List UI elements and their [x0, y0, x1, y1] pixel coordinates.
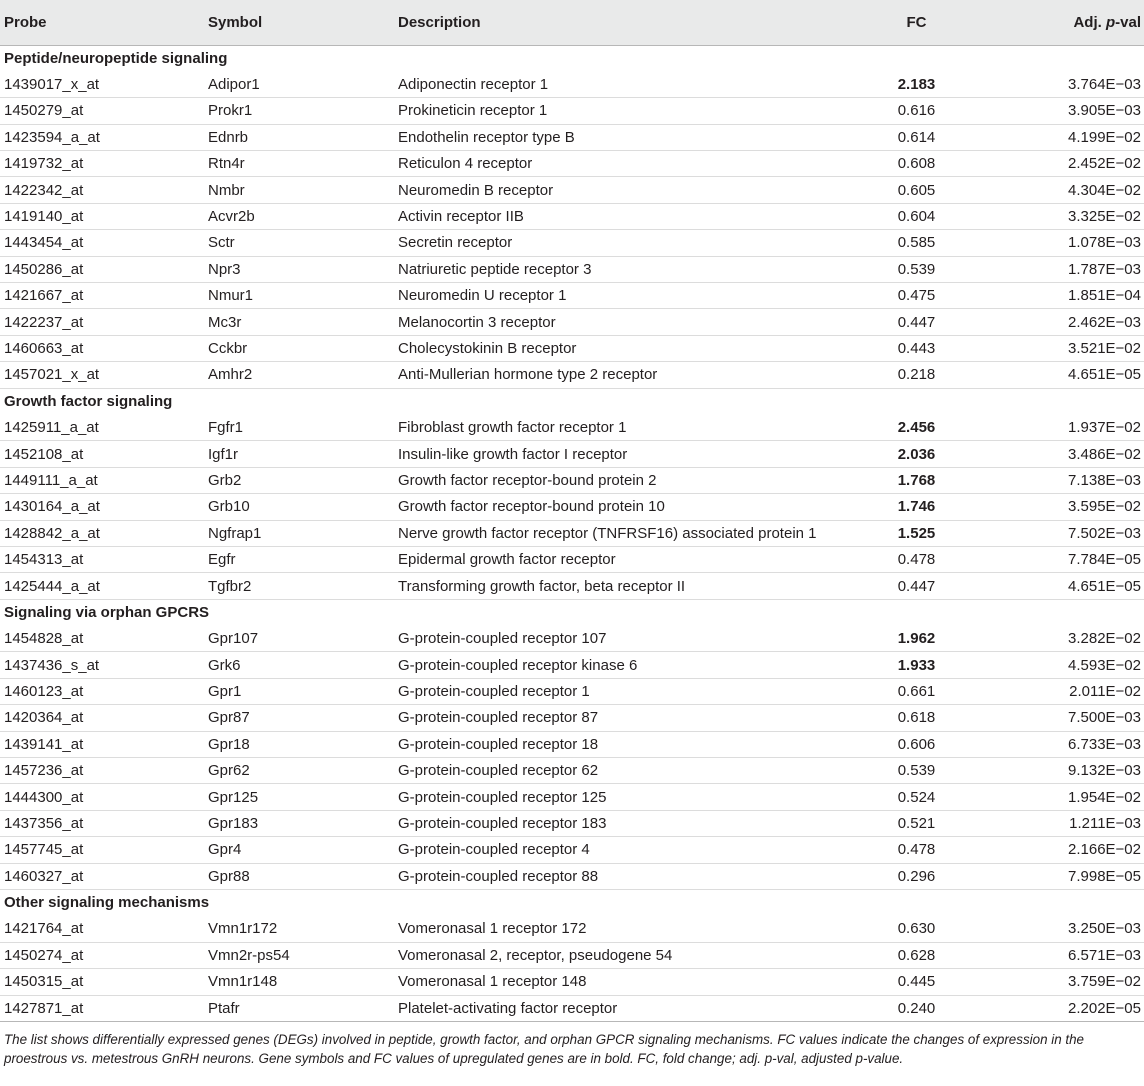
cell-description: G-protein-coupled receptor 62 [394, 758, 874, 784]
cell-pval: 2.011E−02 [1019, 678, 1144, 704]
cell-pval: 3.905E−03 [1019, 98, 1144, 124]
section-header-row [0, 45, 1144, 71]
table-row [0, 151, 1144, 177]
cell-symbol: Gpr87 [204, 705, 394, 731]
cell-fc: 0.618 [874, 705, 1019, 731]
cell-fc: 0.240 [874, 995, 1019, 1021]
table-footnote: The list shows differentially expressed genes (DEGs) involved in peptide, growth factor, and orphan GPCR signaling mechanisms. FC values indicate the changes of expression in the proestrous vs. metestrous GnRH neurons. Gene symbols and FC values of upregulated genes are in bold. FC, fold change; adj. p-val, adjusted p-value. [4, 1031, 1084, 1066]
table-row [0, 124, 1144, 150]
cell-description: Transforming growth factor, beta receptor II [394, 573, 874, 599]
cell-pval: 2.452E−02 [1019, 151, 1144, 177]
cell-fc: 0.604 [874, 203, 1019, 229]
cell-description: Melanocortin 3 receptor [394, 309, 874, 335]
cell-pval: 4.304E−02 [1019, 177, 1144, 203]
cell-symbol: Gpr4 [204, 837, 394, 863]
cell-fc: 2.036 [874, 441, 1019, 467]
cell-probe: 1450315_at [0, 969, 204, 995]
cell-pval: 9.132E−03 [1019, 758, 1144, 784]
cell-pval: 4.651E−05 [1019, 362, 1144, 388]
cell-pval: 7.500E−03 [1019, 705, 1144, 731]
cell-symbol: Gpr107 [204, 626, 394, 652]
cell-symbol: Rtn4r [204, 151, 394, 177]
cell-probe: 1457236_at [0, 758, 204, 784]
cell-probe: 1427871_at [0, 995, 204, 1021]
table-row [0, 203, 1144, 229]
cell-symbol: Adipor1 [204, 71, 394, 97]
cell-probe: 1439141_at [0, 731, 204, 757]
cell-description: Activin receptor IIB [394, 203, 874, 229]
cell-description: Vomeronasal 1 receptor 148 [394, 969, 874, 995]
cell-fc: 0.218 [874, 362, 1019, 388]
cell-symbol: Cckbr [204, 335, 394, 361]
table-row [0, 837, 1144, 863]
table-row [0, 546, 1144, 572]
table-row [0, 98, 1144, 124]
cell-description: Natriuretic peptide receptor 3 [394, 256, 874, 282]
cell-probe: 1420364_at [0, 705, 204, 731]
cell-description: Prokineticin receptor 1 [394, 98, 874, 124]
cell-pval: 3.759E−02 [1019, 969, 1144, 995]
cell-fc: 0.608 [874, 151, 1019, 177]
cell-fc: 0.630 [874, 916, 1019, 942]
table-row [0, 731, 1144, 757]
cell-description: G-protein-coupled receptor 107 [394, 626, 874, 652]
table-row [0, 863, 1144, 889]
cell-fc: 0.521 [874, 810, 1019, 836]
cell-symbol: Mc3r [204, 309, 394, 335]
cell-fc: 0.475 [874, 283, 1019, 309]
cell-pval: 2.462E−03 [1019, 309, 1144, 335]
cell-fc: 0.616 [874, 98, 1019, 124]
cell-pval: 3.595E−02 [1019, 494, 1144, 520]
table-row [0, 494, 1144, 520]
cell-probe: 1452108_at [0, 441, 204, 467]
cell-pval: 3.521E−02 [1019, 335, 1144, 361]
section-header-row [0, 890, 1144, 916]
cell-description: Vomeronasal 1 receptor 172 [394, 916, 874, 942]
cell-symbol: Prokr1 [204, 98, 394, 124]
cell-fc: 1.746 [874, 494, 1019, 520]
cell-pval: 1.078E−03 [1019, 230, 1144, 256]
cell-fc: 0.296 [874, 863, 1019, 889]
cell-fc: 0.539 [874, 256, 1019, 282]
cell-probe: 1428842_a_at [0, 520, 204, 546]
cell-fc: 0.447 [874, 309, 1019, 335]
cell-symbol: Gpr88 [204, 863, 394, 889]
cell-pval: 6.733E−03 [1019, 731, 1144, 757]
cell-description: Neuromedin B receptor [394, 177, 874, 203]
table-row [0, 309, 1144, 335]
cell-probe: 1419140_at [0, 203, 204, 229]
cell-description: Secretin receptor [394, 230, 874, 256]
cell-probe: 1439017_x_at [0, 71, 204, 97]
cell-pval: 7.138E−03 [1019, 467, 1144, 493]
cell-description: G-protein-coupled receptor 4 [394, 837, 874, 863]
cell-symbol: Grk6 [204, 652, 394, 678]
column-header-symbol: Symbol [204, 0, 394, 45]
cell-probe: 1423594_a_at [0, 124, 204, 150]
table-row [0, 441, 1144, 467]
cell-symbol: Sctr [204, 230, 394, 256]
cell-description: Endothelin receptor type B [394, 124, 874, 150]
cell-pval: 4.199E−02 [1019, 124, 1144, 150]
cell-description: Anti-Mullerian hormone type 2 receptor [394, 362, 874, 388]
cell-pval: 7.502E−03 [1019, 520, 1144, 546]
cell-description: G-protein-coupled receptor 183 [394, 810, 874, 836]
cell-symbol: Amhr2 [204, 362, 394, 388]
cell-description: Growth factor receptor-bound protein 10 [394, 494, 874, 520]
cell-fc: 2.183 [874, 71, 1019, 97]
cell-symbol: Gpr183 [204, 810, 394, 836]
cell-description: G-protein-coupled receptor 87 [394, 705, 874, 731]
table-row [0, 573, 1144, 599]
cell-probe: 1419732_at [0, 151, 204, 177]
section-title: Other signaling mechanisms [4, 894, 210, 912]
table-row [0, 810, 1144, 836]
cell-pval: 3.250E−03 [1019, 916, 1144, 942]
cell-fc: 0.661 [874, 678, 1019, 704]
cell-fc: 0.478 [874, 837, 1019, 863]
table-row [0, 705, 1144, 731]
cell-symbol: Egfr [204, 546, 394, 572]
cell-symbol: Igf1r [204, 441, 394, 467]
cell-description: Growth factor receptor-bound protein 2 [394, 467, 874, 493]
table-row [0, 626, 1144, 652]
cell-pval: 2.166E−02 [1019, 837, 1144, 863]
cell-description: Epidermal growth factor receptor [394, 546, 874, 572]
cell-symbol: Nmbr [204, 177, 394, 203]
cell-symbol: Tgfbr2 [204, 573, 394, 599]
cell-probe: 1422342_at [0, 177, 204, 203]
cell-symbol: Gpr62 [204, 758, 394, 784]
cell-symbol: Gpr125 [204, 784, 394, 810]
table-row [0, 414, 1144, 440]
cell-pval: 1.954E−02 [1019, 784, 1144, 810]
pval-header-suffix: -val [1115, 14, 1141, 31]
cell-probe: 1454313_at [0, 546, 204, 572]
cell-fc: 1.962 [874, 626, 1019, 652]
cell-pval: 3.486E−02 [1019, 441, 1144, 467]
table-row [0, 283, 1144, 309]
table-row [0, 362, 1144, 388]
cell-fc: 0.447 [874, 573, 1019, 599]
cell-probe: 1457021_x_at [0, 362, 204, 388]
cell-probe: 1449111_a_at [0, 467, 204, 493]
cell-fc: 0.605 [874, 177, 1019, 203]
cell-description: Nerve growth factor receptor (TNFRSF16) associated protein 1 [394, 520, 874, 546]
cell-probe: 1425444_a_at [0, 573, 204, 599]
cell-description: G-protein-coupled receptor 88 [394, 863, 874, 889]
cell-symbol: Vmn1r148 [204, 969, 394, 995]
cell-fc: 0.445 [874, 969, 1019, 995]
cell-description: Vomeronasal 2, receptor, pseudogene 54 [394, 942, 874, 968]
cell-fc: 0.628 [874, 942, 1019, 968]
cell-probe: 1421764_at [0, 916, 204, 942]
cell-description: G-protein-coupled receptor 125 [394, 784, 874, 810]
cell-fc: 0.606 [874, 731, 1019, 757]
cell-fc: 1.525 [874, 520, 1019, 546]
cell-description: Fibroblast growth factor receptor 1 [394, 414, 874, 440]
section-title: Peptide/neuropeptide signaling [4, 49, 228, 67]
cell-symbol: Gpr1 [204, 678, 394, 704]
pval-header-italic: p [1105, 14, 1116, 31]
cell-pval: 3.325E−02 [1019, 203, 1144, 229]
table-row [0, 678, 1144, 704]
section-title: Growth factor signaling [4, 393, 173, 411]
table-row [0, 520, 1144, 546]
cell-symbol: Ngfrap1 [204, 520, 394, 546]
cell-symbol: Nmur1 [204, 283, 394, 309]
cell-description: Adiponectin receptor 1 [394, 71, 874, 97]
cell-pval: 2.202E−05 [1019, 995, 1144, 1021]
section-header-row [0, 599, 1144, 625]
table-row [0, 177, 1144, 203]
cell-symbol: Ednrb [204, 124, 394, 150]
cell-fc: 0.524 [874, 784, 1019, 810]
column-header-pval [1019, 0, 1144, 45]
header-row [0, 0, 1144, 45]
cell-probe: 1422237_at [0, 309, 204, 335]
table-row [0, 995, 1144, 1021]
cell-probe: 1430164_a_at [0, 494, 204, 520]
cell-pval: 3.282E−02 [1019, 626, 1144, 652]
cell-probe: 1457745_at [0, 837, 204, 863]
cell-description: Insulin-like growth factor I receptor [394, 441, 874, 467]
cell-symbol: Fgfr1 [204, 414, 394, 440]
table-row [0, 230, 1144, 256]
section-header-row [0, 388, 1144, 414]
table-row [0, 784, 1144, 810]
cell-probe: 1460123_at [0, 678, 204, 704]
cell-probe: 1444300_at [0, 784, 204, 810]
cell-probe: 1437436_s_at [0, 652, 204, 678]
table-row [0, 71, 1144, 97]
table-row [0, 335, 1144, 361]
cell-symbol: Grb2 [204, 467, 394, 493]
cell-fc: 0.539 [874, 758, 1019, 784]
cell-pval: 1.787E−03 [1019, 256, 1144, 282]
column-header-probe: Probe [0, 0, 204, 45]
cell-symbol: Ptafr [204, 995, 394, 1021]
cell-probe: 1425911_a_at [0, 414, 204, 440]
cell-symbol: Vmn2r-ps54 [204, 942, 394, 968]
cell-fc: 2.456 [874, 414, 1019, 440]
table-row [0, 916, 1144, 942]
cell-pval: 7.784E−05 [1019, 546, 1144, 572]
cell-probe: 1450279_at [0, 98, 204, 124]
cell-pval: 1.851E−04 [1019, 283, 1144, 309]
cell-fc: 0.614 [874, 124, 1019, 150]
cell-symbol: Grb10 [204, 494, 394, 520]
table-row [0, 942, 1144, 968]
cell-symbol: Vmn1r172 [204, 916, 394, 942]
cell-probe: 1460663_at [0, 335, 204, 361]
cell-probe: 1460327_at [0, 863, 204, 889]
cell-description: Cholecystokinin B receptor [394, 335, 874, 361]
cell-fc: 0.585 [874, 230, 1019, 256]
cell-probe: 1437356_at [0, 810, 204, 836]
cell-description: Platelet-activating factor receptor [394, 995, 874, 1021]
cell-pval: 3.764E−03 [1019, 71, 1144, 97]
table-row [0, 758, 1144, 784]
cell-probe: 1421667_at [0, 283, 204, 309]
cell-symbol: Acvr2b [204, 203, 394, 229]
table-row [0, 256, 1144, 282]
table-header [0, 0, 1144, 45]
cell-description: G-protein-coupled receptor 1 [394, 678, 874, 704]
section-title: Signaling via orphan GPCRS [4, 604, 210, 622]
table-row [0, 969, 1144, 995]
cell-description: G-protein-coupled receptor 18 [394, 731, 874, 757]
table-body [0, 45, 1144, 1021]
cell-fc: 0.478 [874, 546, 1019, 572]
cell-symbol: Npr3 [204, 256, 394, 282]
cell-fc: 1.768 [874, 467, 1019, 493]
cell-probe: 1443454_at [0, 230, 204, 256]
cell-probe: 1454828_at [0, 626, 204, 652]
column-header-fc: FC [874, 0, 1019, 45]
cell-pval: 4.651E−05 [1019, 573, 1144, 599]
cell-pval: 1.937E−02 [1019, 414, 1144, 440]
cell-probe: 1450286_at [0, 256, 204, 282]
cell-description: Reticulon 4 receptor [394, 151, 874, 177]
cell-probe: 1450274_at [0, 942, 204, 968]
column-header-description: Description [394, 0, 874, 45]
cell-symbol: Gpr18 [204, 731, 394, 757]
cell-pval: 6.571E−03 [1019, 942, 1144, 968]
table-row [0, 652, 1144, 678]
cell-fc: 0.443 [874, 335, 1019, 361]
cell-fc: 1.933 [874, 652, 1019, 678]
cell-pval: 7.998E−05 [1019, 863, 1144, 889]
table-row [0, 467, 1144, 493]
pval-header-prefix: Adj. [1073, 14, 1106, 31]
cell-description: G-protein-coupled receptor kinase 6 [394, 652, 874, 678]
cell-description: Neuromedin U receptor 1 [394, 283, 874, 309]
cell-pval: 1.211E−03 [1019, 810, 1144, 836]
cell-pval: 4.593E−02 [1019, 652, 1144, 678]
